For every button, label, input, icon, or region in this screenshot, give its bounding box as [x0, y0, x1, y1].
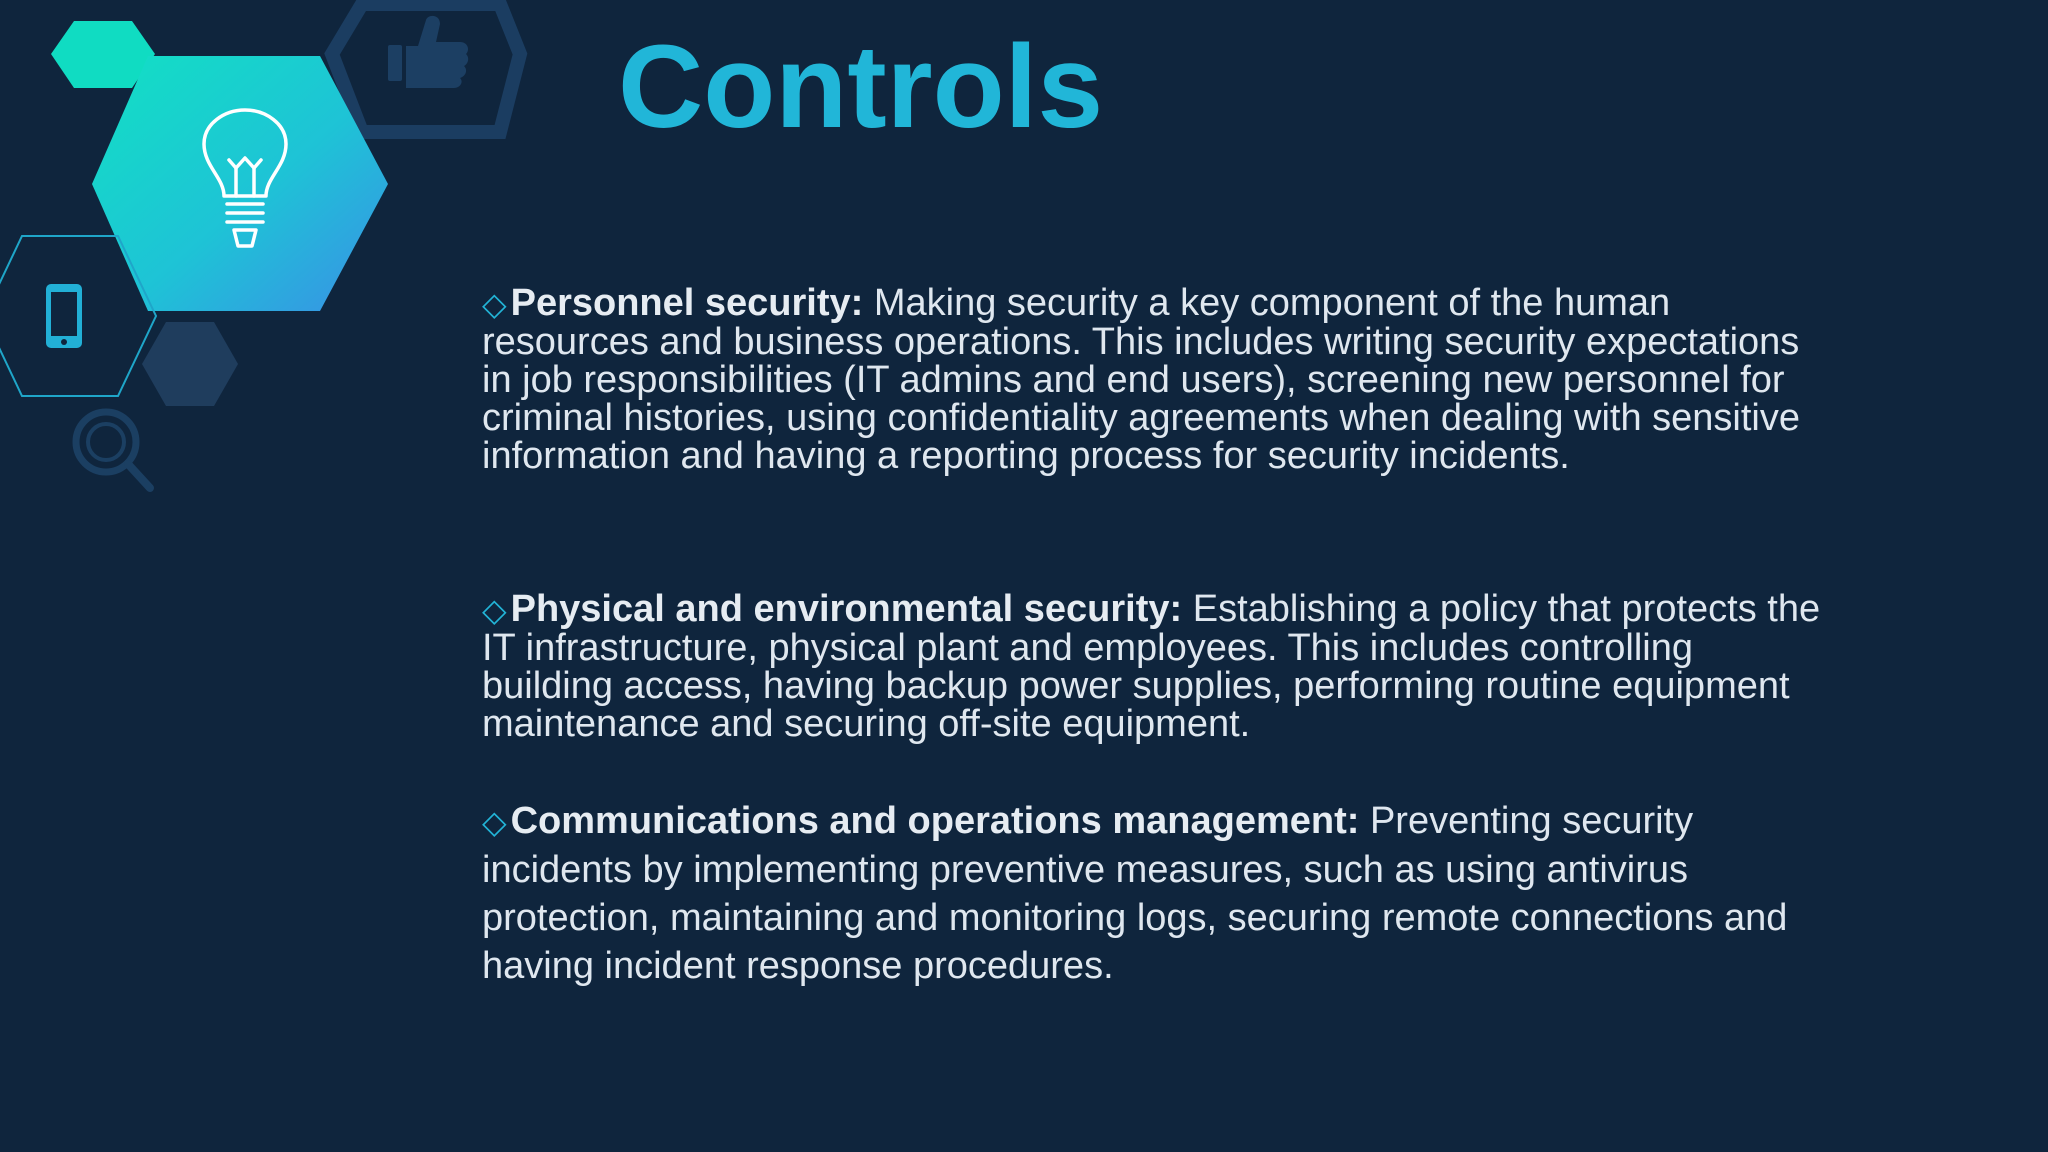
- diamond-icon: ◇: [482, 804, 507, 840]
- bullet-heading: Physical and environmental security:: [510, 588, 1183, 630]
- bullet-body: Preventing security incidents by implementing preventive measures, such as using antivirus protection, maintaining and monitoring logs, securing remote connections and having incident response procedures.: [482, 800, 1788, 987]
- bullet-physical-security: [482, 590, 1822, 743]
- bullet-personnel-security: [482, 284, 1822, 475]
- bullet-heading: Communications and operations management:: [510, 800, 1360, 842]
- bullet-heading: Personnel security:: [510, 282, 864, 324]
- smartphone-icon: [46, 284, 82, 348]
- thumbs-up-icon: [388, 16, 468, 88]
- bullet-body: Making security a key component of the human resources and business operations. This includes writing security expectations in job responsibilities (IT admins and end users), screening new personnel for criminal histories, using confidentiality agreements when dealing with sensitive information and having a reporting process for security incidents.: [482, 282, 1800, 477]
- hexagon-decoration: [0, 0, 560, 520]
- diamond-icon: ◇: [482, 286, 507, 322]
- small-dark-hexagon: [142, 322, 238, 406]
- bullet-body: Establishing a policy that protects the IT infrastructure, physical plant and employees. This includes controlling building access, having backup power supplies, performing routine equipment maintenance and securing off-site equipment.: [482, 588, 1821, 745]
- diamond-icon: ◇: [482, 592, 507, 628]
- bullet-communications-management: [482, 797, 1822, 990]
- slide-title: Controls: [618, 21, 1104, 153]
- search-icon: [76, 412, 150, 488]
